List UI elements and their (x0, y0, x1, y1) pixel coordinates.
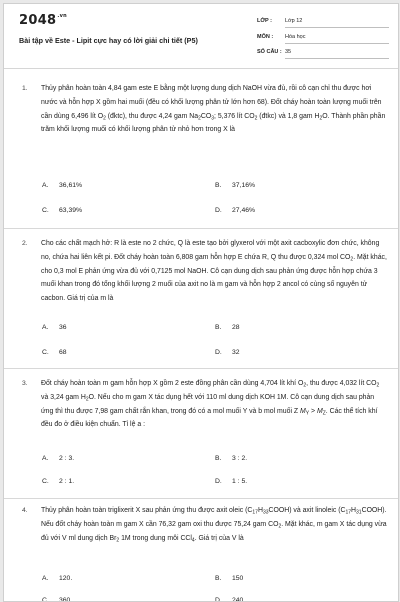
document-header (4, 4, 398, 66)
answer-b[interactable] (215, 324, 240, 331)
answer-label: A. (42, 575, 49, 582)
answer-value: 3 : 2. (232, 455, 248, 462)
answer-value: 120. (59, 575, 73, 582)
site-logo[interactable] (19, 13, 67, 28)
answer-a[interactable] (42, 455, 74, 462)
answer-label: B. (215, 182, 222, 189)
answer-label: C. (42, 207, 49, 214)
meta-subject (257, 34, 306, 40)
meta-class-value: Lớp 12 (285, 18, 303, 24)
answer-b[interactable] (215, 182, 255, 189)
meta-subject-value: Hóa học (285, 34, 306, 40)
meta-underline (285, 58, 389, 59)
answer-value: 2 : 1. (59, 478, 75, 485)
document-title: Bài tập về Este - Lipit cực hay có lời giải chi tiết (P5) (19, 36, 198, 45)
answer-a[interactable] (42, 182, 82, 189)
answer-label: D. (215, 349, 222, 356)
answer-label: A. (42, 182, 49, 189)
meta-count-key: SỐ CÂU : (257, 49, 282, 55)
logo-text: 2048 (19, 13, 57, 28)
meta-class-key: LỚP : (257, 18, 272, 24)
question-text: Cho các chất mạch hở: R là este no 2 chức, Q là este tạo bởi glyxerol với một axit cacboxylic đơn chức, không no, chứa hai liên kết pi. Đốt cháy hoàn toàn 6,808 gam hỗn hợp E chứa R, Q thu được 0,324 mol $CO_2$. Mặt khác, cho 0,3 mol E phản ứng vừa đủ với 0,7125 mol NaOH. Cô cạn dung dịch sau phản ứng được hỗn hợp chứa 3 muối khan trong đó tổng khối lượng 2 muối của axit no là m gam và hỗn hợp 2 ancol có cùng số nguyên tử cacbon. Giá trị của m là (41, 240, 387, 303)
answer-value: 32 (232, 349, 240, 356)
answer-c[interactable] (42, 207, 82, 214)
answer-value: 150 (232, 575, 244, 582)
answer-label: C. (42, 597, 49, 602)
question-separator (4, 498, 398, 499)
answer-value: 28 (232, 324, 240, 331)
answer-value: 27,46% (232, 207, 256, 214)
answer-b[interactable] (215, 455, 247, 462)
answer-label: B. (215, 575, 222, 582)
meta-count-value: 35 (285, 49, 292, 55)
answer-value: 37,16% (232, 182, 256, 189)
question-text: Thủy phân hoàn toàn 4,84 gam este E bằng một lượng dung dịch NaOH vừa đủ, rồi cô cạn chỉ thu được hơi nước và hỗn hợp X gồm hai muối (đều có khối lượng phân tử lớn hơn 68). Đốt cháy hoàn toàn lượng muối trên cần dùng 6,496 lít $O_2$ (đktc), thu được 4,24 gam $Na_2CO_3$; 5,376 lít $CO_2$ (đtkc) và 1,8 gam $H_2O$. Thành phần phần trăm khối lượng muối có khối lượng phân tử nhỏ hơn trong X là (41, 85, 386, 134)
question-text: Đốt cháy hoàn toàn m gam hỗn hợp X gồm 2 este đồng phân cần dùng 4,704 lít khí $O_2$, thu được 4,032 lít $CO_2$ và 3,24 gam $H_2O$. Nếu cho m gam X tác dụng hết với 110 ml dung dịch KOH 1M. Cô cạn dung dịch sau phản ứng thì thu được 7,98 gam chất rắn khan, trong đó có a mol muối Y và b mol muối Z $M_Y > M_Z$. Các thể tích khí đều đo ở điều kiện chuẩn. Tỉ lệ a : (41, 380, 380, 429)
meta-underline (285, 27, 389, 28)
answer-a[interactable] (42, 575, 72, 582)
meta-subject-key: MÔN : (257, 34, 274, 40)
header-divider (4, 68, 398, 69)
meta-count (257, 49, 291, 55)
answer-label: D. (215, 597, 222, 602)
question-separator (4, 368, 398, 369)
answer-a[interactable] (42, 324, 67, 331)
answer-value: 36 (59, 324, 67, 331)
answer-value: 240 (232, 597, 244, 602)
answer-label: A. (42, 324, 49, 331)
answer-d[interactable] (215, 207, 255, 214)
answer-d[interactable] (215, 478, 247, 485)
answer-value: 63,39% (59, 207, 83, 214)
answer-c[interactable] (42, 349, 67, 356)
question-text: Thủy phân hoàn toàn triglixerit X sau phản ứng thu được axit oleic $(C_{17}H_{33}COOH)$ và axit linoleic $(C_{17}H_{31}COOH)$. Nếu đốt cháy hoàn toàn m gam X cần 76,32 gam oxi thu được 75,24 gam $CO_2$. Mặt khác, m gam X tác dụng vừa đủ với V ml dung dịch $Br_2$ 1M trong dung môi CCl$_4$. Giá trị của V là (41, 507, 387, 544)
meta-class (257, 18, 302, 24)
answer-label: D. (215, 478, 222, 485)
answer-value: 68 (59, 349, 67, 356)
answer-c[interactable] (42, 478, 74, 485)
question-separator (4, 228, 398, 229)
answer-label: C. (42, 478, 49, 485)
question-number: 1. (22, 85, 28, 92)
logo-suffix: .vn (57, 13, 68, 19)
answer-label: B. (215, 324, 222, 331)
meta-underline (285, 43, 389, 44)
question-number: 3. (22, 380, 28, 387)
answer-value: 360 (59, 597, 71, 602)
question-number: 2. (22, 240, 28, 247)
answer-label: B. (215, 455, 222, 462)
question-number: 4. (22, 507, 28, 514)
answer-label: D. (215, 207, 222, 214)
answer-b[interactable] (215, 575, 243, 582)
answer-value: 2 : 3. (59, 455, 75, 462)
answer-label: A. (42, 455, 49, 462)
answer-value: 36,61% (59, 182, 83, 189)
answer-label: C. (42, 349, 49, 356)
answer-d[interactable] (215, 349, 240, 356)
document-page (3, 3, 399, 602)
answer-value: 1 : 5. (232, 478, 248, 485)
